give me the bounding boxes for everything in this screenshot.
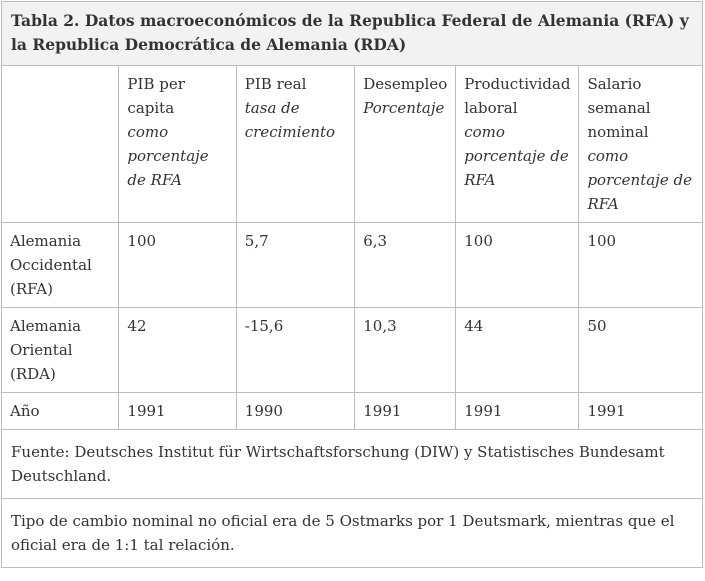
column-header: [355, 66, 456, 223]
column-unit: tasa de crecimiento: [244, 99, 336, 141]
source-note: Fuente: Deutsches Institut für Wirtschaftsforschung (DIW) y Statistisches Bundesamt Deutschland.: [2, 430, 703, 499]
source-note-row: [2, 430, 703, 499]
table-cell: 1991: [119, 393, 236, 430]
row-label: Año: [2, 393, 119, 430]
table-cell: 1991: [579, 393, 703, 430]
column-name: Salario semanal nominal: [587, 75, 651, 141]
table-cell: 44: [456, 308, 579, 393]
column-unit: Porcentaje: [363, 99, 445, 117]
table-cell: 100: [119, 223, 236, 308]
column-header: [579, 66, 703, 223]
exchange-note-row: [2, 499, 703, 568]
header-corner-cell: [2, 66, 119, 223]
exchange-rate-note: Tipo de cambio nominal no oficial era de 5 Ostmarks por 1 Deutsmark, mientras que el oficial era de 1:1 tal relación.: [2, 499, 703, 568]
column-header: [456, 66, 579, 223]
table-cell: 5,7: [236, 223, 354, 308]
column-name: Desempleo: [363, 75, 448, 93]
column-unit: como porcentaje de RFA: [587, 147, 692, 213]
table-cell: 100: [579, 223, 703, 308]
column-unit: como porcentaje de RFA: [127, 123, 209, 189]
row-label: Alemania Occidental (RFA): [2, 223, 119, 308]
column-name: PIB per capita: [127, 75, 185, 117]
column-name: Productividad laboral: [464, 75, 571, 117]
table-cell: 50: [579, 308, 703, 393]
caption-row: [2, 2, 703, 66]
table-cell: -15,6: [236, 308, 354, 393]
table-cell: 1990: [236, 393, 354, 430]
row-label: Alemania Oriental (RDA): [2, 308, 119, 393]
table-cell: 10,3: [355, 308, 456, 393]
table-cell: 42: [119, 308, 236, 393]
column-name: PIB real: [244, 75, 307, 93]
column-unit: como porcentaje de RFA: [464, 123, 569, 189]
table-caption: Tabla 2. Datos macroeconómicos de la Republica Federal de Alemania (RFA) y la Republica Democrática de Alemania (RDA): [2, 2, 703, 66]
macro-data-table: [1, 1, 703, 568]
table-cell: 6,3: [355, 223, 456, 308]
table-row-rda: [2, 308, 703, 393]
table-row-rfa: [2, 223, 703, 308]
table-cell: 1991: [355, 393, 456, 430]
table-row-year: [2, 393, 703, 430]
header-row: [2, 66, 703, 223]
column-header: [236, 66, 354, 223]
column-header: [119, 66, 236, 223]
table-cell: 1991: [456, 393, 579, 430]
table-cell: 100: [456, 223, 579, 308]
